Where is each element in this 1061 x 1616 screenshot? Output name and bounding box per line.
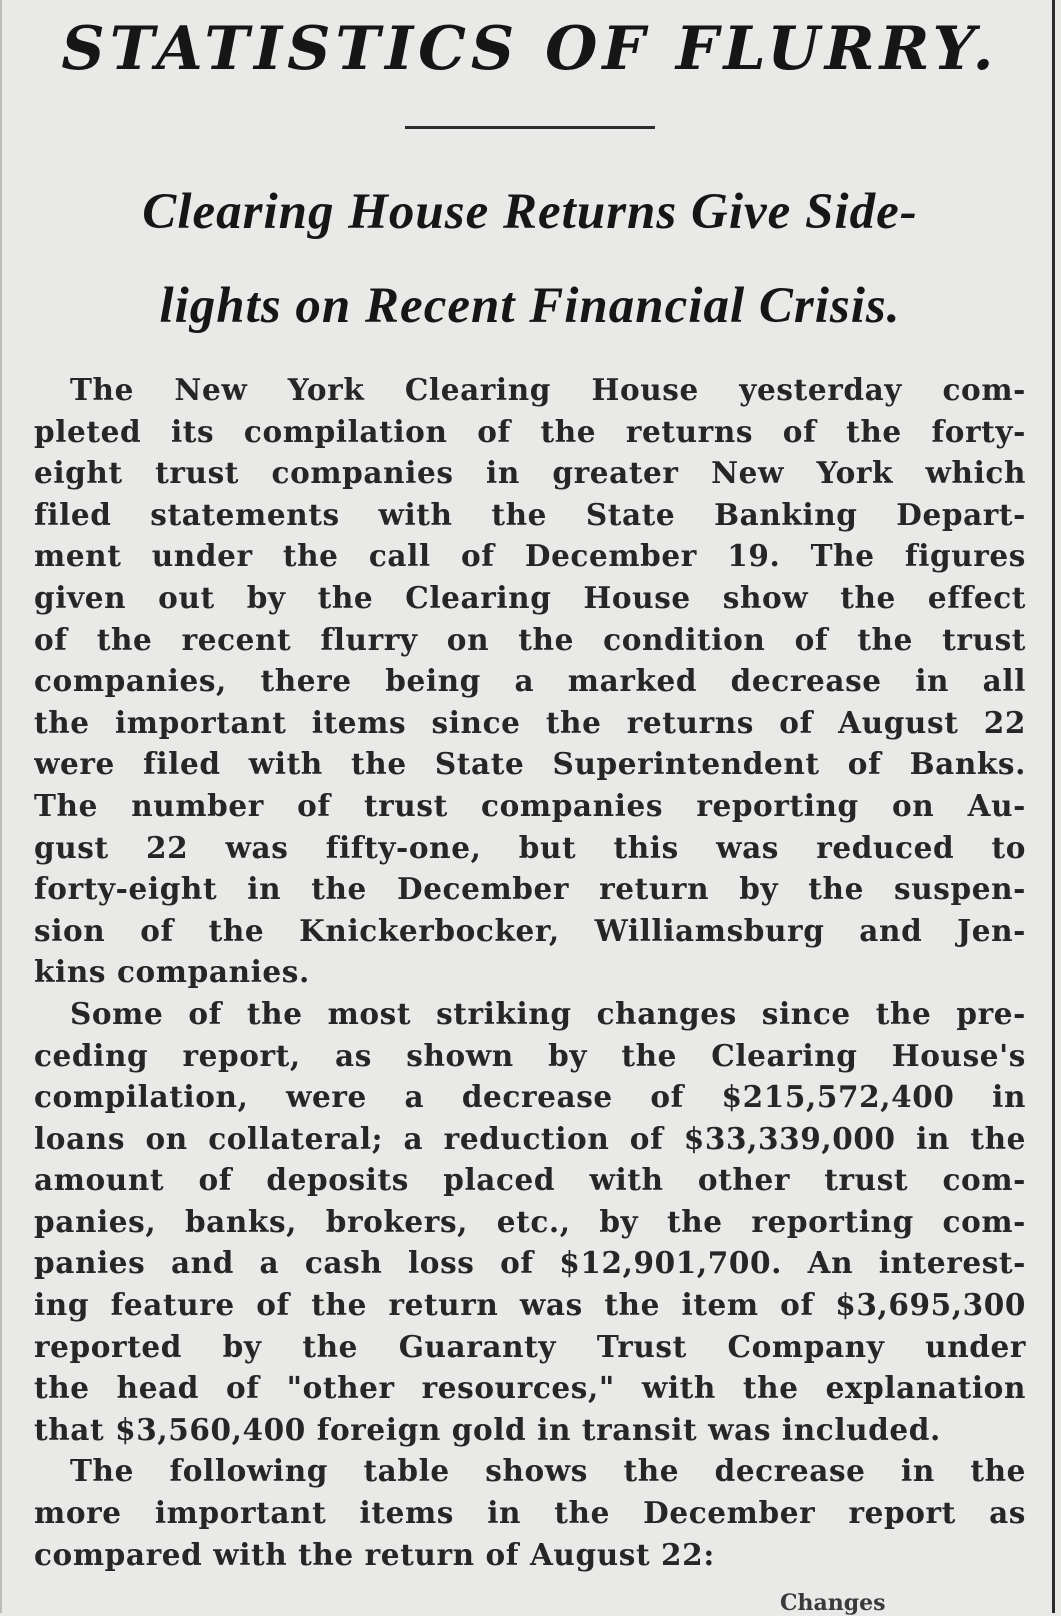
subhead (34, 165, 1026, 353)
text-line: panies and a cash loss of $12,901,700. An interest- (34, 1245, 1026, 1281)
text-line: Some of the most striking changes since the pre- (70, 995, 1026, 1031)
text-line: pleted its compilation of the returns of the forty- (34, 413, 1026, 449)
paragraph (34, 369, 1026, 993)
text-line: compilation, were a decrease of $215,572,400 in (34, 1079, 1026, 1115)
text-line: ing feature of the return was the item of $3,695,300 (34, 1287, 1026, 1323)
text-line: that $3,560,400 foreign gold in transit was included. (34, 1411, 941, 1447)
text-line: given out by the Clearing House show the effect (34, 579, 1026, 615)
paragraph (34, 993, 1026, 1451)
text-line: more important items in the December report as (34, 1495, 1026, 1531)
text-line: were filed with the State Superintendent of Banks. (34, 746, 1026, 782)
article-body (34, 369, 1026, 1575)
text-line: amount of deposits placed with other trust com- (34, 1162, 1026, 1198)
article (34, 0, 1026, 1575)
text-line: The following table shows the decrease in the (70, 1453, 1026, 1489)
text-line: forty-eight in the December return by the suspen- (34, 871, 1026, 907)
text-line: loans on collateral; a reduction of $33,339,000 in the (34, 1120, 1026, 1156)
text-line: The New York Clearing House yesterday com- (70, 372, 1026, 407)
column-rule (1052, 0, 1055, 1613)
text-line: panies, banks, brokers, etc., by the reporting com- (34, 1203, 1026, 1239)
text-line: filed statements with the State Banking Depart- (34, 496, 1026, 532)
subhead-line: Clearing House Returns Give Side- (142, 184, 918, 240)
text-line: of the recent flurry on the condition of the trust (34, 621, 1026, 657)
text-line: ceding report, as shown by the Clearing House's (34, 1037, 1026, 1073)
text-line: The number of trust companies reporting on Au- (34, 787, 1026, 823)
text-line: kins companies. (34, 954, 310, 990)
text-line: compared with the return of August 22: (34, 1536, 715, 1572)
text-line: companies, there being a marked decrease in all (34, 663, 1026, 699)
text-line: the important items since the returns of August 22 (34, 704, 1026, 740)
subhead-line: lights on Recent Financial Crisis. (159, 278, 901, 334)
headline: STATISTICS OF FLURRY. (61, 14, 999, 84)
text-line: sion of the Knickerbocker, Williamsburg and Jen- (34, 912, 1026, 948)
headline-rule (405, 126, 655, 129)
text-line: reported by the Guaranty Trust Company under (34, 1328, 1026, 1364)
table-header-partial: Changes (780, 1590, 886, 1616)
text-line: eight trust companies in greater New York which (34, 455, 1026, 491)
paragraph (34, 1450, 1026, 1575)
text-line: ment under the call of December 19. The figures (34, 538, 1026, 574)
left-column-edge (0, 0, 2, 1613)
text-line: gust 22 was fifty-one, but this was reduced to (34, 829, 1026, 865)
text-line: the head of "other resources," with the explanation (34, 1370, 1026, 1406)
